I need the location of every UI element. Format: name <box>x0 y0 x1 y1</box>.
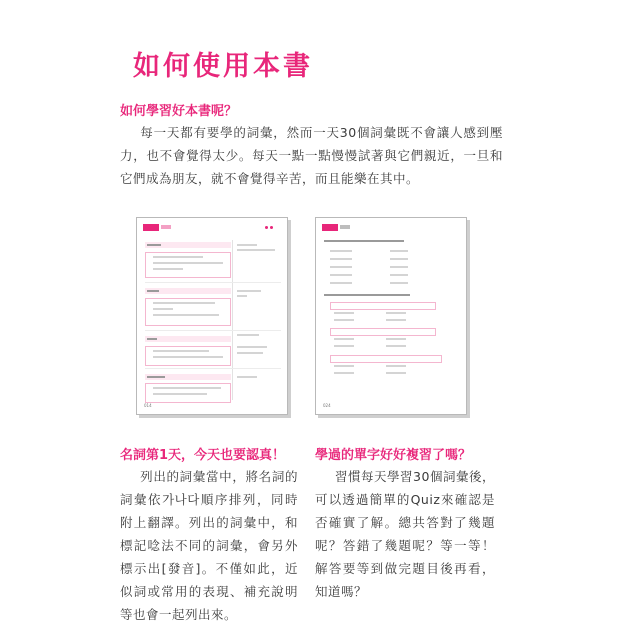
page-number: 024 <box>323 403 331 408</box>
entry-gloss <box>237 249 275 251</box>
page-title: 如何使用本書 <box>133 51 313 82</box>
quiz-item <box>390 282 408 284</box>
quiz-option <box>334 319 354 321</box>
sample-page-right <box>315 217 467 415</box>
quiz-question-box <box>330 355 442 363</box>
example-line <box>153 314 219 316</box>
sample-page-left <box>136 217 288 415</box>
page-tab-marker <box>143 224 159 231</box>
quiz-option <box>334 372 354 374</box>
decorative-dot <box>270 226 273 229</box>
entry-header <box>145 336 231 342</box>
intro-heading: 如何學習好本書呢？ <box>120 104 238 119</box>
quiz-question-box <box>330 328 436 336</box>
entry-gloss <box>237 346 267 348</box>
quiz-item <box>330 274 352 276</box>
example-line <box>153 256 203 258</box>
page-number: 014 <box>144 403 152 408</box>
quiz-item <box>390 250 408 252</box>
entry-gloss <box>237 295 247 297</box>
entry-gloss <box>237 290 261 292</box>
example-line <box>153 302 215 304</box>
quiz-option <box>386 312 406 314</box>
page-tab-label <box>161 225 171 229</box>
quiz-option <box>386 372 406 374</box>
entry-gloss <box>237 376 257 378</box>
quiz-instruction <box>324 240 404 242</box>
entry-separator <box>145 368 281 369</box>
example-line <box>153 262 223 264</box>
entry-word <box>147 290 159 292</box>
page-tab-label <box>340 225 350 229</box>
quiz-option <box>334 365 354 367</box>
entry-word <box>147 244 161 246</box>
example-line <box>153 356 223 358</box>
entry-word <box>147 338 157 340</box>
quiz-item <box>390 274 408 276</box>
quiz-item <box>330 266 352 268</box>
quiz-option <box>386 365 406 367</box>
section-right-paragraph <box>315 465 495 603</box>
quiz-item <box>330 282 352 284</box>
quiz-option <box>334 338 354 340</box>
quiz-option <box>386 338 406 340</box>
column-divider <box>232 240 233 400</box>
quiz-item <box>390 266 408 268</box>
quiz-option <box>386 319 406 321</box>
page-tab-marker <box>322 224 338 231</box>
example-line <box>153 393 207 395</box>
quiz-option <box>334 345 354 347</box>
quiz-question-box <box>330 302 436 310</box>
quiz-item <box>330 258 352 260</box>
section-right-heading: 學過的單字好好複習了嗎？ <box>315 448 472 463</box>
example-line <box>153 268 183 270</box>
entry-gloss <box>237 244 257 246</box>
quiz-item <box>390 258 408 260</box>
intro-text: 每一天都有要學的詞彙，然而一天30個詞彙既不會讓人感到壓力，也不會覺得太少。每天一點一點慢慢試著與它們親近，一旦和它們成為朋友，就不會覺得辛苦，而且能樂在其中。 <box>120 125 503 186</box>
entry-gloss <box>237 334 259 336</box>
section-left-paragraph <box>120 465 298 626</box>
example-line <box>153 308 173 310</box>
quiz-option <box>334 312 354 314</box>
example-line <box>153 387 221 389</box>
quiz-option <box>386 345 406 347</box>
entry-word <box>147 376 165 378</box>
section-left-heading: 名詞第1天，今天也要認真！ <box>120 448 286 463</box>
entry-separator <box>145 330 281 331</box>
intro-paragraph <box>120 121 503 190</box>
example-line <box>153 350 209 352</box>
entry-gloss <box>237 352 263 354</box>
section-right-text: 習慣每天學習30個詞彙後，可以透過簡單的Quiz來確認是否確實了解。總共答對了幾題呢？答錯了幾題呢？等一等！解答要等到做完題目後再看，知道嗎？ <box>315 469 495 599</box>
quiz-instruction <box>324 294 410 296</box>
entry-separator <box>145 282 281 283</box>
decorative-dot <box>265 226 268 229</box>
quiz-item <box>330 250 352 252</box>
section-left-text: 列出的詞彙當中，將名詞的詞彙依가나다順序排列，同時附上翻譯。列出的詞彙中，和標記唸法不同的詞彙，會另外標示出[發音]。不僅如此，近似詞或常用的表現、補充說明等也會一起列出來。 <box>120 469 298 622</box>
